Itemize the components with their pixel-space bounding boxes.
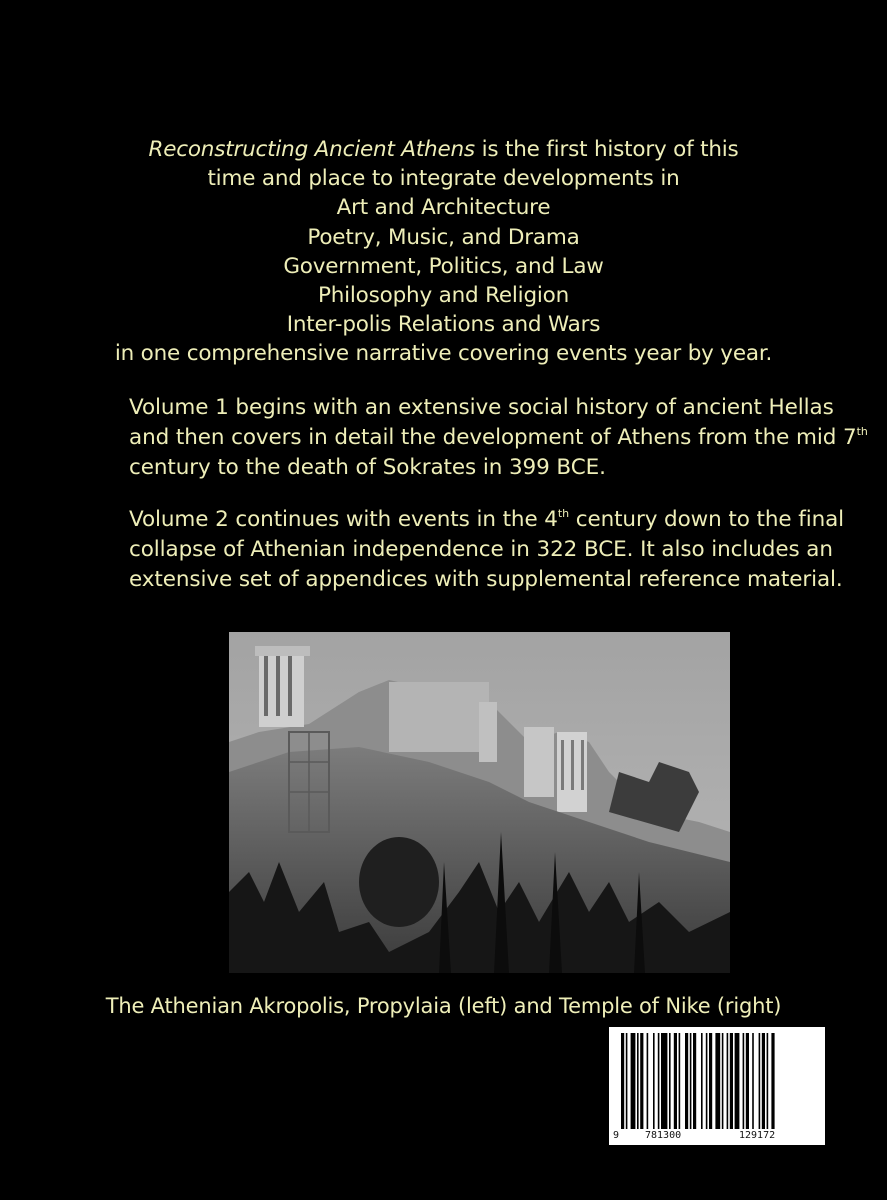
volume-1-paragraph: Volume 1 begins with an extensive social history of ancient Hellas and then covers in detail the development of Athens from the mid 7th century to the death of Sokrates in 399 BCE. [129, 395, 868, 480]
topic-item: Philosophy and Religion [317, 283, 570, 309]
intro-line-2: time and place to integrate developments in [207, 166, 680, 192]
book-title: Reconstructing Ancient Athens [148, 137, 475, 162]
topic-item: Poetry, Music, and Drama [307, 224, 580, 250]
barcode-digits: 9 781300 129172 [613, 1130, 776, 1141]
isbn-barcode [609, 1027, 825, 1145]
intro-line-1: Reconstructing Ancient Athens is the first history of this [148, 137, 739, 162]
topic-item: Inter-polis Relations and Wars [286, 312, 601, 338]
photo-caption: The Athenian Akropolis, Propylaia (left) and Temple of Nike (right) [105, 994, 782, 1018]
topic-item: Government, Politics, and Law [283, 253, 604, 279]
topic-item: Art and Architecture [336, 195, 551, 221]
volume-2-paragraph: Volume 2 continues with events in the 4th century down to the final collapse of Athenian independence in 322 BCE. It also includes an extensive set of appendices with supplemental reference material. [129, 507, 845, 592]
intro-block [0, 135, 887, 369]
akropolis-photo [229, 632, 730, 973]
intro-closing: in one comprehensive narrative covering events year by year. [114, 341, 773, 367]
